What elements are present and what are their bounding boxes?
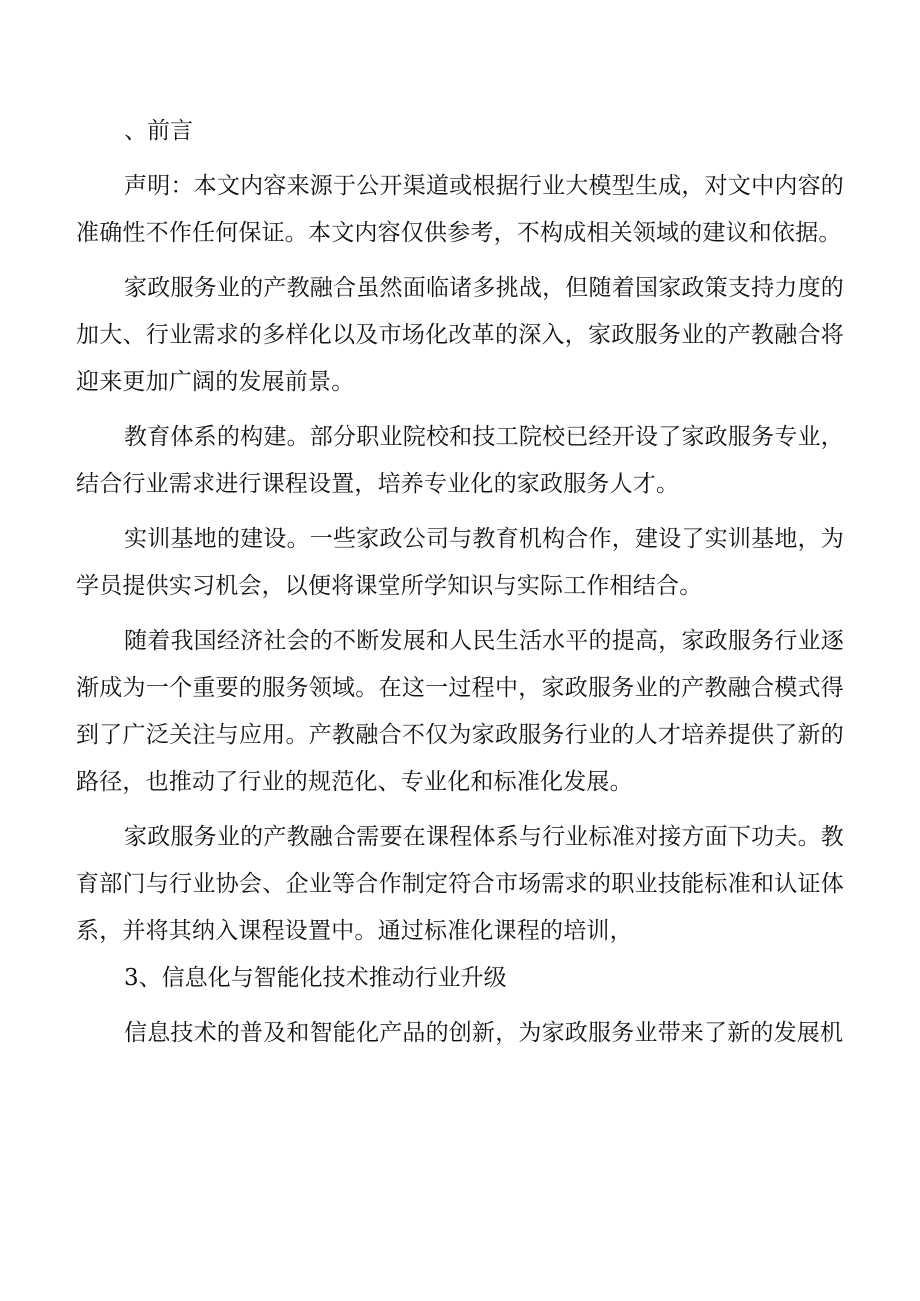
paragraph-disclaimer: 声明：本文内容来源于公开渠道或根据行业大模型生成，对文中内容的准确性不作任何保证。本文内容仅供参考，不构成相关领域的建议和依据。 [76,173,844,246]
paragraph-curriculum-standards: 家政服务业的产教融合需要在课程体系与行业标准对接方面下功夫。教育部门与行业协会、企业等合作制定符合市场需求的职业技能标准和认证体系，并将其纳入课程设置中。通过标准化课程的培训， [76,824,844,944]
paragraph-background: 随着我国经济社会的不断发展和人民生活水平的提高，家政服务行业逐渐成为一个重要的服务领域。在这一过程中，家政服务业的产教融合模式得到了广泛关注与应用。产教融合不仅为家政服务行业的人才培养提供了新的路径，也推动了行业的规范化、专业化和标准化发展。 [76,628,844,795]
paragraph-education-system: 教育体系的构建。部分职业院校和技工院校已经开设了家政服务专业，结合行业需求进行课程设置，培养专业化的家政服务人才。 [76,424,844,497]
heading-section-3: 3、信息化与智能化技术推动行业升级 [124,965,507,991]
document-body [76,108,844,1057]
paragraph-outlook: 家政服务业的产教融合虽然面临诸多挑战，但随着国家政策支持力度的加大、行业需求的多样化以及市场化改革的深入，家政服务业的产教融合将迎来更加广阔的发展前景。 [76,275,844,395]
paragraph-information-technology: 信息技术的普及和智能化产品的创新，为家政服务业带来了新的发展机 [124,1020,844,1046]
paragraph-training-base: 实训基地的建设。一些家政公司与教育机构合作，建设了实训基地，为学员提供实习机会，以便将课堂所学知识与实际工作相结合。 [76,526,844,599]
heading-preface: 、前言 [124,118,193,144]
